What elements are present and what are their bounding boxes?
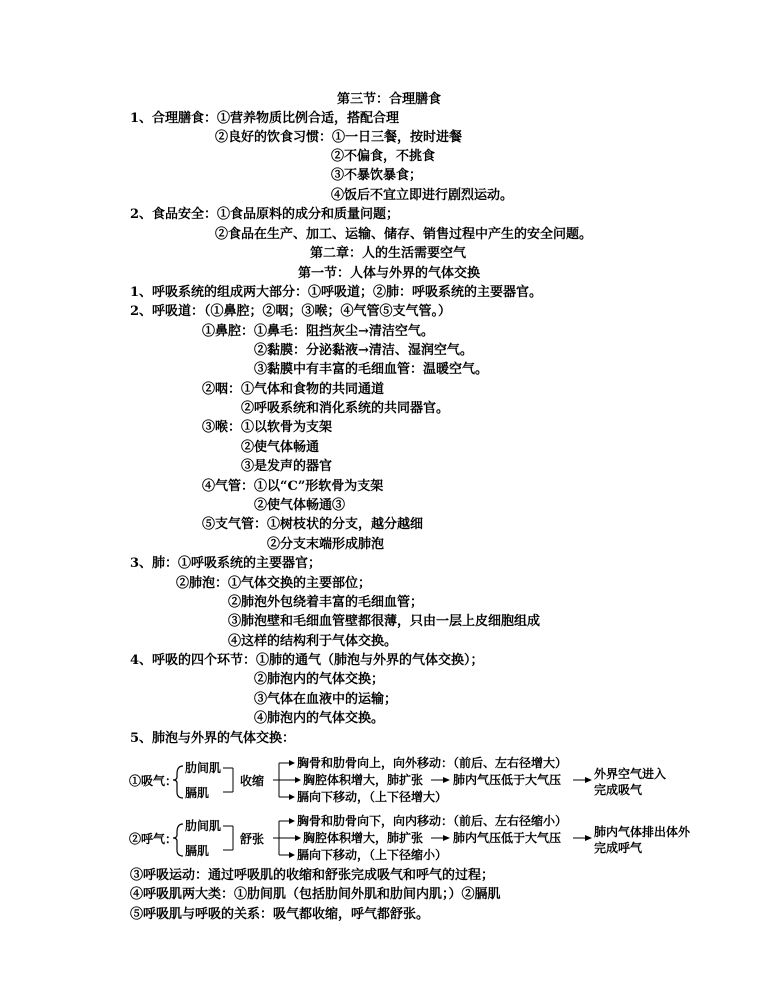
inhale-diagram xyxy=(125,752,685,808)
section-title: 第三节：合理膳食 xyxy=(337,92,442,107)
action-text: 舒张 xyxy=(240,832,265,846)
text-line: 1、呼吸系统的组成两大部分：①呼吸道；②肺：呼吸系统的主要器官。 xyxy=(130,285,543,300)
exhale-label: ②呼气： xyxy=(129,832,178,846)
text-line: ②分支末端形成肺泡 xyxy=(267,537,385,552)
text-line: 2、呼吸道：（①鼻腔；②咽；③喉；④气管⑤支气管。） xyxy=(130,304,452,319)
inhale-label: ①吸气： xyxy=(129,774,178,788)
muscle-intercostal: 肋间肌 xyxy=(185,761,222,775)
text-line: ②良好的饮食习惯：①一日三餐，按时进餐 xyxy=(215,130,463,145)
text-line: ③是发声的器官 xyxy=(241,459,333,474)
text-line: ②不偏食，不挑食 xyxy=(331,149,436,164)
arrow-head xyxy=(289,794,295,800)
text-line: ③呼吸运动：通过呼吸肌的收缩和舒张完成吸气和呼气的过程； xyxy=(130,868,495,883)
text-line: ⑤支气管：①树枝状的分支，越分越细 xyxy=(202,517,424,532)
exhale-diagram xyxy=(125,810,710,866)
text-line: ②食品在生产、加工、运输、储存、销售过程中产生的安全问题。 xyxy=(215,227,593,242)
arrow-head xyxy=(289,852,295,858)
text-line: 2、食品安全：①食品原料的成分和质量问题； xyxy=(130,207,400,222)
text-line: ③黏膜中有丰富的毛细血管：温暖空气。 xyxy=(254,362,489,377)
step-diaphragm: 膈向下移动，（上下径增大） xyxy=(297,790,448,804)
step-pressure: 肺内气压低于大气压 xyxy=(453,831,562,845)
text-line: ②使气体畅通③ xyxy=(254,498,346,513)
section-title: 第一节：人体与外界的气体交换 xyxy=(298,266,481,281)
step-result-b: 完成吸气 xyxy=(594,783,643,797)
step-chest: 胸腔体积增大，肺扩张 xyxy=(303,773,424,787)
arrow-head xyxy=(585,777,592,783)
text-line: 3、肺：①呼吸系统的主要器官； xyxy=(130,556,322,571)
step-ribs: 胸骨和肋骨向上，向外移动：（前后、左右径增大） xyxy=(297,756,568,770)
text-line: ②肺泡外包绕着丰富的毛细血管； xyxy=(228,595,424,610)
text-line: ②肺泡内的气体交换； xyxy=(254,672,385,687)
text-line: ②咽：①气体和食物的共同通道 xyxy=(202,382,385,397)
arrow-head xyxy=(295,835,301,841)
text-line: ③不暴饮暴食； xyxy=(331,168,423,183)
text-line: ④饭后不宜立即进行剧烈运动。 xyxy=(331,188,514,203)
muscle-intercostal: 肋间肌 xyxy=(185,819,222,833)
text-line: ①鼻腔：①鼻毛：阻挡灰尘→清洁空气。 xyxy=(202,324,434,339)
arrow-head xyxy=(585,835,592,841)
text-line: 4、呼吸的四个环节：①肺的通气（肺泡与外界的气体交换）； xyxy=(130,653,484,668)
text-line: ③喉：①以软骨为支架 xyxy=(202,420,333,435)
text-line: ⑤呼吸肌与呼吸的关系：吸气都收缩，呼气都舒张。 xyxy=(130,907,430,922)
text-line: ②使气体畅通 xyxy=(241,440,320,455)
text-line: ④气管：①以“C”形软骨为支架 xyxy=(202,479,384,494)
arrow-head xyxy=(289,818,295,824)
text-line: ④肺泡内的气体交换。 xyxy=(254,711,385,726)
arrow-head xyxy=(295,777,301,783)
text-line: ②黏膜：分泌黏液→清洁、湿润空气。 xyxy=(254,343,473,358)
text-line: 1、合理膳食：①营养物质比例合适，搭配合理 xyxy=(130,111,400,126)
step-chest: 胸腔体积增大，肺扩张 xyxy=(303,831,424,845)
step-result-a: 肺内气体排出体外 xyxy=(594,825,691,839)
text-line: ②呼吸系统和消化系统的共同器官。 xyxy=(241,401,450,416)
arrow-head xyxy=(443,777,450,783)
action-text: 收缩 xyxy=(240,774,265,788)
arrow-head xyxy=(443,835,450,841)
text-line: 5、肺泡与外界的气体交换： xyxy=(130,731,296,746)
step-result-b: 完成呼气 xyxy=(594,841,643,855)
step-result-a: 外界空气进入 xyxy=(594,767,667,781)
step-ribs: 胸骨和肋骨向下，向内移动：（前后、左右径缩小） xyxy=(297,814,568,828)
step-diaphragm: 膈向下移动，（上下径缩小） xyxy=(297,848,448,862)
text-line: ②肺泡：①气体交换的主要部位； xyxy=(176,576,372,591)
text-line: ③肺泡壁和毛细血管壁都很薄，只由一层上皮细胞组成 xyxy=(228,614,541,629)
muscle-diaphragm: 膈肌 xyxy=(185,786,210,800)
arrow-head xyxy=(289,760,295,766)
muscle-diaphragm: 膈肌 xyxy=(185,844,210,858)
step-pressure: 肺内气压低于大气压 xyxy=(453,773,562,787)
text-line: ③气体在血液中的运输； xyxy=(254,692,398,707)
chapter-title: 第二章：人的生活需要空气 xyxy=(310,246,467,261)
text-line: ④呼吸肌两大类：①肋间肌（包括肋间外肌和肋间内肌；）②膈肌 xyxy=(130,887,501,902)
text-line: ④这样的结构利于气体交换。 xyxy=(228,634,398,649)
